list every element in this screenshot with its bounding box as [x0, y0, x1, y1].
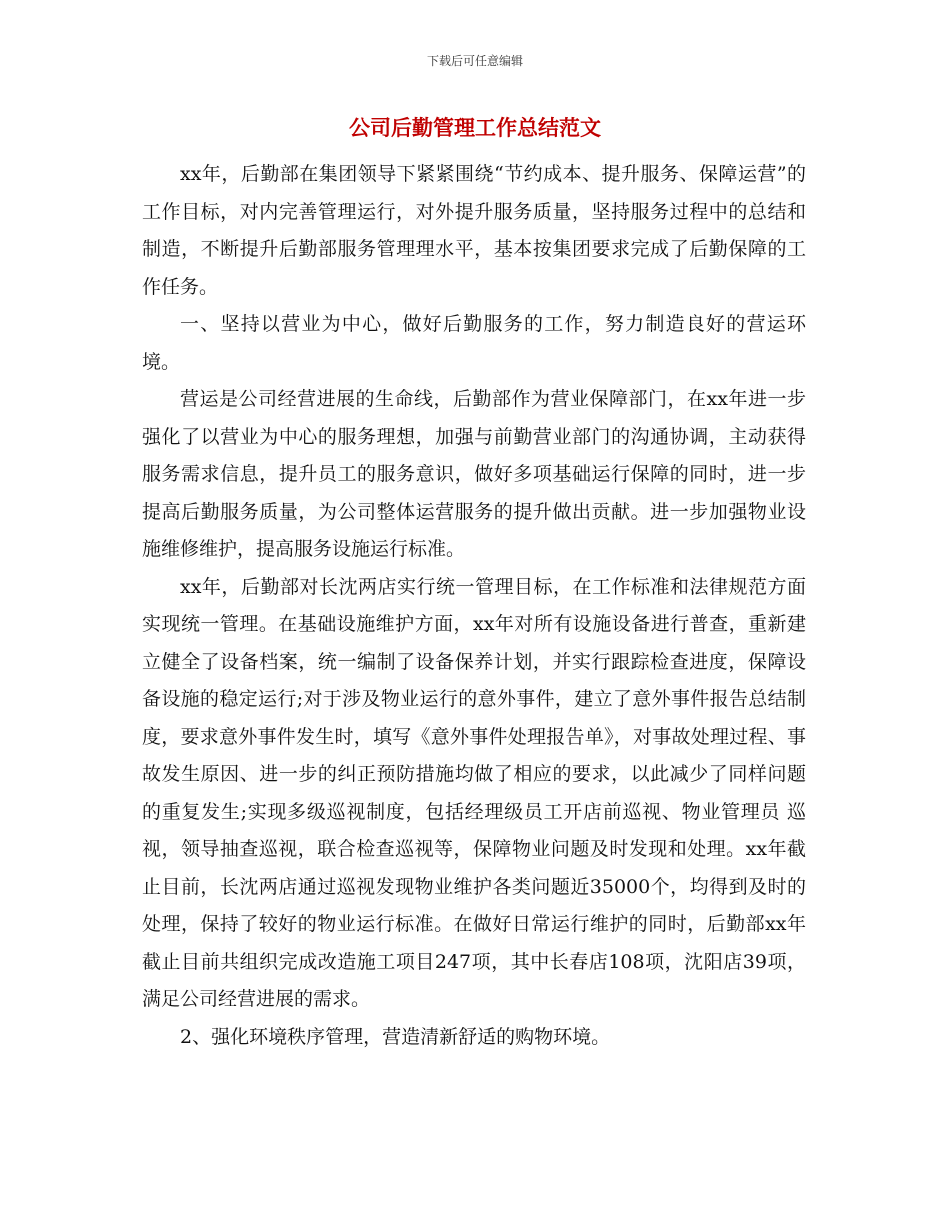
- paragraph: xx年，后勤部对长沈两店实行统一管理目标，在工作标准和法律规范方面实现统一管理。在基础设施维护方面，xx年对所有设施设备进行普查，重新建立健全了设备档案，统一编制了设备保养计划，并实行跟踪检查进度，保障设备设施的稳定运行;对于涉及物业运行的意外事件，建立了意外事件报告总结制度，要求意外事件发生时，填写《意外事件处理报告单》，对事故处理过程、事故发生原因、进一步的纠正预防措施均做了相应的要求，以此减少了同样问题的重复发生;实现多级巡视制度，包括经理级员工开店前巡视、物业管理员 巡视，领导抽查巡视，联合检查巡视等，保障物业问题及时发现和处理。xx年截止目前，长沈两店通过巡视发现物业维护各类问题近35000个，均得到及时的处理，保持了较好的物业运行标准。在做好日常运行维护的同时，后勤部xx年截止目前共组织完成改造施工项目247项，其中长春店108项，沈阳店39项，满足公司经营进展的需求。: [142, 575, 806, 1010]
- paragraph: 一、坚持以营业为中心，做好后勤服务的工作，努力制造良好的营运环境。: [142, 313, 806, 373]
- document-title: 公司后勤管理工作总结范文: [349, 116, 601, 140]
- paragraph: 2、强化环境秩序管理，营造清新舒适的购物环境。: [180, 1025, 611, 1048]
- paragraph: 营运是公司经营进展的生命线，后勤部作为营业保障部门，在xx年进一步强化了以营业为中心的服务理想，加强与前勤营业部门的沟通协调，主动获得服务需求信息，提升员工的服务意识，做好多项基础运行保障的同时，进一步提高后勤服务质量，为公司整体运营服务的提升做出贡献。进一步加强物业设施维修维护，提高服务设施运行标准。: [142, 388, 806, 560]
- paragraph: xx年，后勤部在集团领导下紧紧围绕“节约成本、提升服务、保障运营”的工作目标，对内完善管理运行，对外提升服务质量，坚持服务过程中的总结和制造，不断提升后勤部服务管理理水平，基本按集团要求完成了后勤保障的工作任务。: [142, 163, 806, 298]
- header-note: 下载后可任意编辑: [426, 54, 523, 68]
- document-body: [142, 156, 806, 1056]
